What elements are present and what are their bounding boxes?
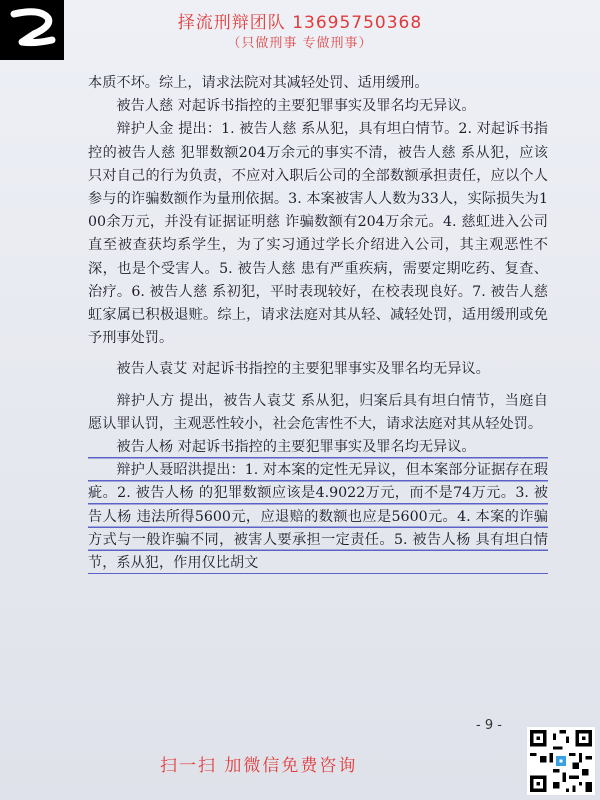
brand-subtitle: （只做刑事 专做刑事） — [227, 36, 373, 51]
paragraph: 本质不坏。综上，请求法院对其减轻处罚、适用缓刑。 — [88, 75, 429, 91]
brand-title: 择流刑辩团队 13695750368 — [177, 13, 423, 33]
paragraph: 被告人慈 对起诉书指控的主要犯罪事实及罪名均无异议。 — [116, 98, 476, 115]
underlined-paragraph: 辩护人聂昭洪提出：1. 对本案的定性无异议，但本案部分证据存在瑕疵。2. 被告人杨 的犯罪数额应该是4.9022万元，而不是74万元。3. 被告人杨 违法所得5600元，应退赔的数额也应是5600元。4. 本案的诈骗方式与一般诈骗不同，被害人要承担一定责任。5. 被告人杨 具有坦白情节，系从犯，作用仅比胡文 — [88, 459, 548, 575]
underlined-section — [88, 436, 548, 575]
paragraph: 辩护人方 提出，被告人袁艾 系从犯，归案后具有坦白情节，当庭自愿认罪认罚，主观恶性较小，社会危害性不大，请求法庭对其从轻处罚。 — [88, 392, 548, 432]
paragraph: 被告人袁艾 对起诉书指控的主要犯罪事实及罪名均无异议。 — [116, 361, 490, 378]
paragraph: 辩护人金 提出：1. 被告人慈 系从犯，具有坦白情节。2. 对起诉书指控的被告人慈 犯罪数额204万余元的事实不清，被告人慈 系从犯，应该只对自己的行为负责，不应对入职后公司的全部数额承担责任，应以个人参与的诈骗数额作为量刑依据。3. 本案被害人人数为33人，实际损失为100余万元，并没有证据证明慈 诈骗数额有204万余元。4. 慈虹进入公司直至被查获均系学生，为了实习通过学长介绍进入公司，其主观恶性不深，也是个受害人。5. 被告人慈 患有严重疾病，需要定期吃药、复查、治疗。6. 被告人慈 系初犯，平时表现较好，在校表现良好。7. 被告人慈虹家属已积极退赃。综上，请求法庭对其从轻、减轻处罚，适用缓刑或免予刑事处罚。 — [88, 121, 548, 347]
footer-call-to-action: 扫一扫 加微信免费咨询 — [160, 756, 358, 776]
page-number: - 9 - — [476, 718, 502, 733]
underlined-paragraph: 被告人杨 对起诉书指控的主要犯罪事实及罪名均无异议。 — [88, 436, 548, 459]
qr-code-icon[interactable] — [527, 727, 595, 795]
brand-logo-icon — [0, 0, 64, 60]
document-body — [88, 72, 548, 575]
